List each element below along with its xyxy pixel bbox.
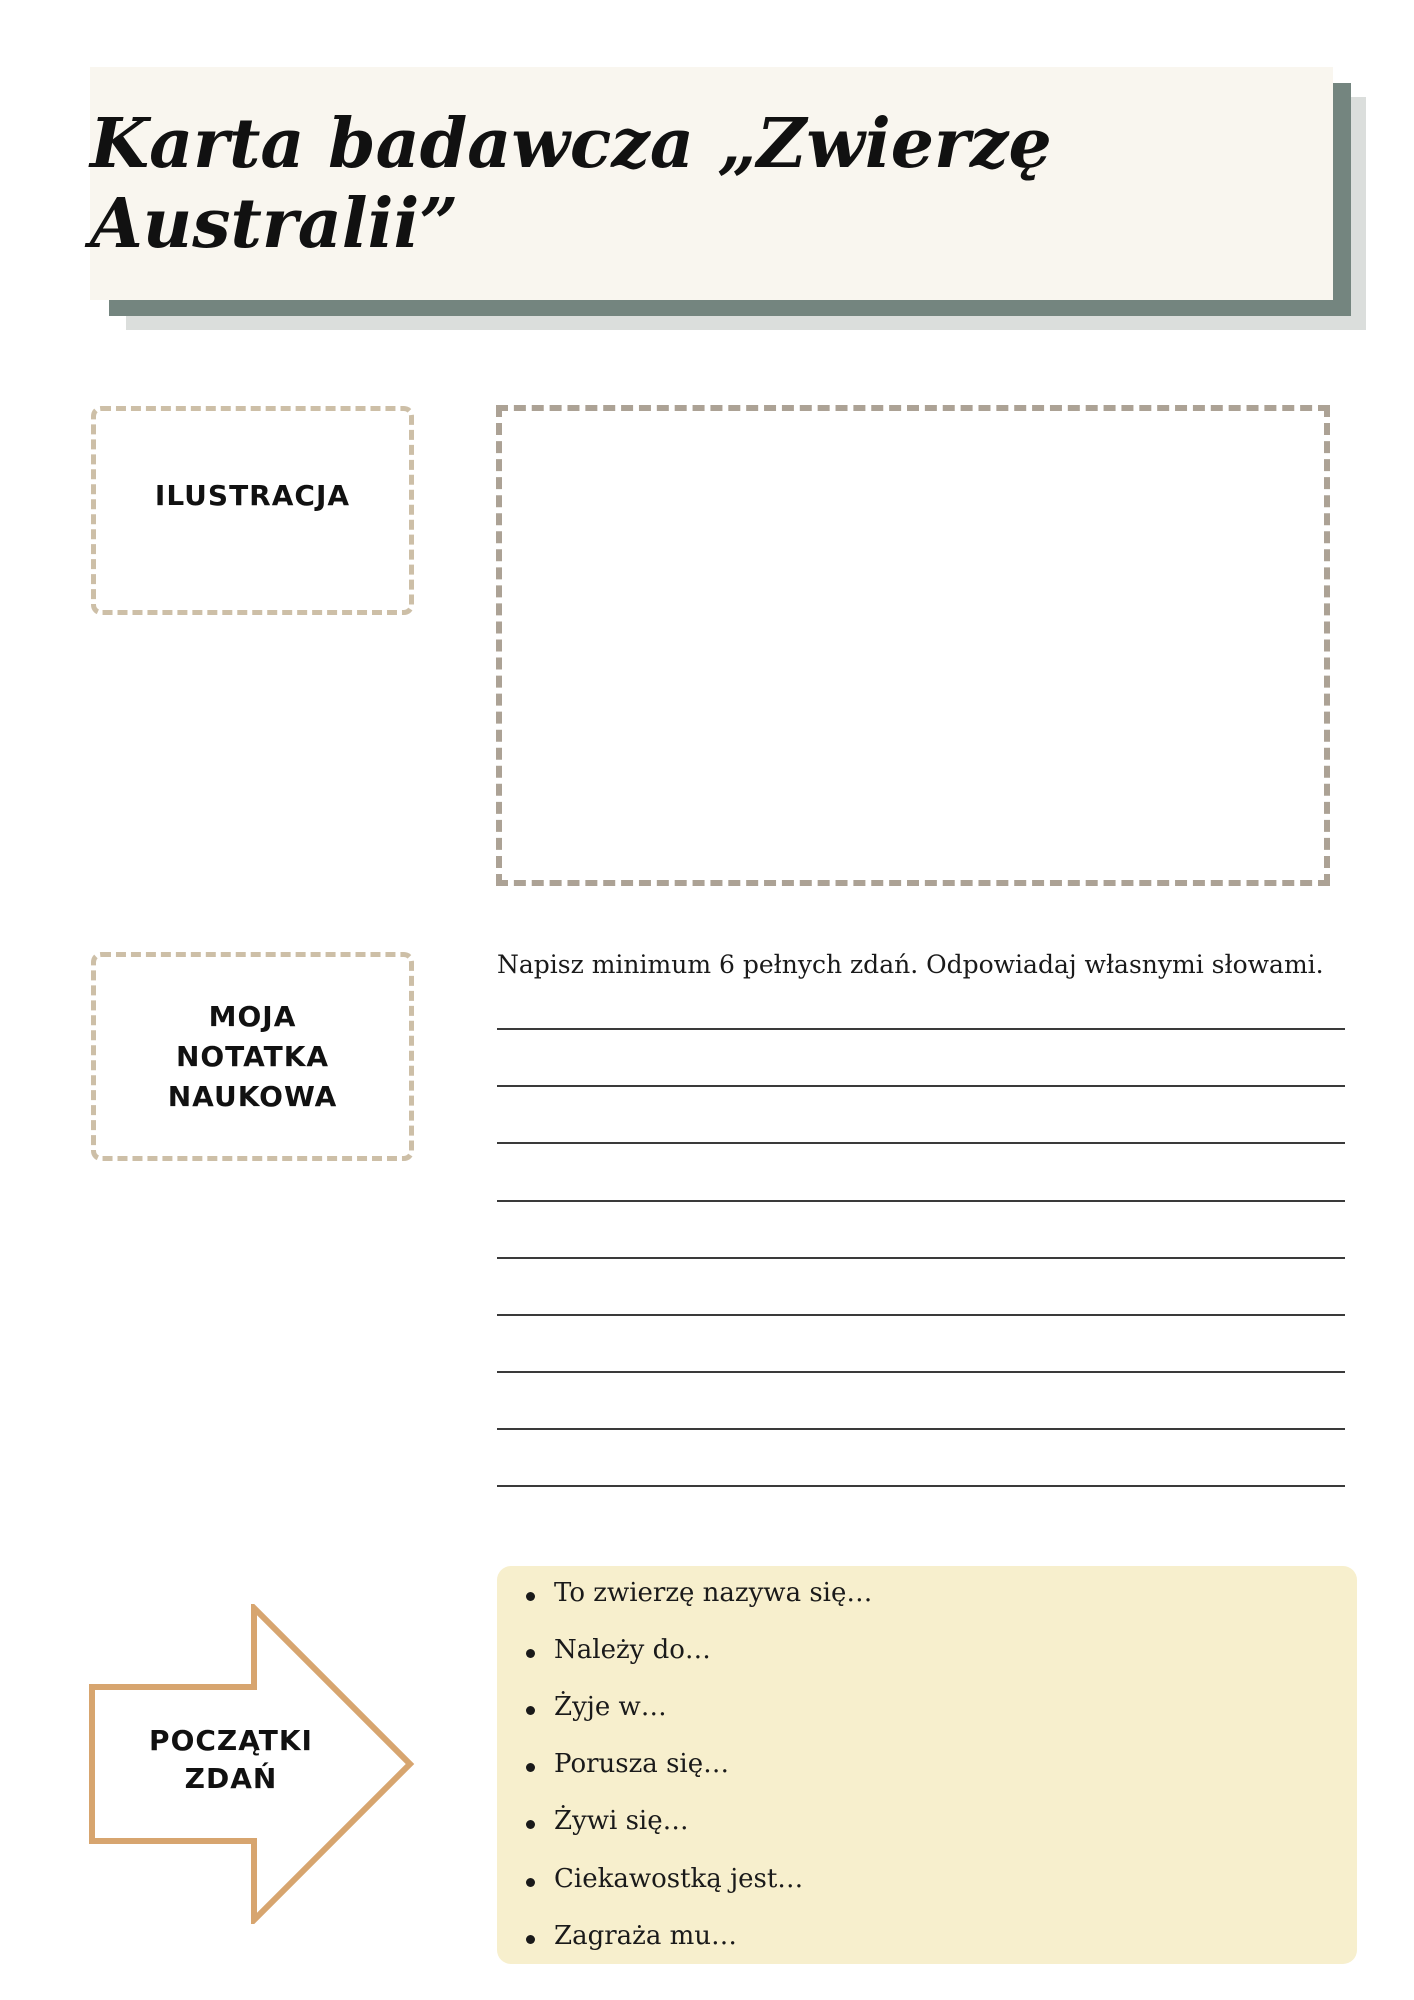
writing-line-8[interactable] <box>497 1428 1345 1430</box>
bullet-icon <box>526 1706 535 1715</box>
notes-label-line-3: NAUKOWA <box>167 1079 338 1113</box>
sentence-starters-label-line-2: ZDAŃ <box>184 1762 278 1795</box>
sentence-starters-label <box>100 1722 362 1798</box>
illustration-drawing-area[interactable] <box>496 405 1330 886</box>
writing-line-6[interactable] <box>497 1314 1345 1316</box>
bullet-icon <box>526 1763 535 1772</box>
page-title: Karta badawcza „Zwierzę Australii” <box>90 103 1052 264</box>
writing-line-7[interactable] <box>497 1371 1345 1373</box>
notes-label-line-1: MOJA <box>208 999 297 1033</box>
writing-line-1[interactable] <box>497 1028 1345 1030</box>
notes-label-box <box>91 952 414 1161</box>
bullet-icon <box>526 1592 535 1601</box>
illustration-label-box <box>91 406 414 615</box>
bullet-icon <box>526 1649 535 1658</box>
sentence-starters-label-line-1: POCZĄTKI <box>149 1724 313 1757</box>
illustration-label: ILUSTRACJA <box>154 478 351 512</box>
writing-line-9[interactable] <box>497 1485 1345 1487</box>
writing-line-4[interactable] <box>497 1200 1345 1202</box>
writing-line-2[interactable] <box>497 1085 1345 1087</box>
bullet-icon <box>526 1878 535 1887</box>
sentence-starters-panel: To zwierzę nazywa się… Należy do… Żyje w… Porusza się… Żywi się… Ciekawostką jest… Zagraża mu… <box>497 1566 1357 1964</box>
writing-line-3[interactable] <box>497 1142 1345 1144</box>
writing-line-5[interactable] <box>497 1257 1345 1259</box>
bullet-icon <box>526 1935 535 1944</box>
notes-label-line-2: NOTATKA <box>175 1039 330 1073</box>
notes-instruction: Napisz minimum 6 pełnych zdań. Odpowiadaj własnymi słowami. <box>497 950 1324 979</box>
bullet-icon <box>526 1820 535 1829</box>
